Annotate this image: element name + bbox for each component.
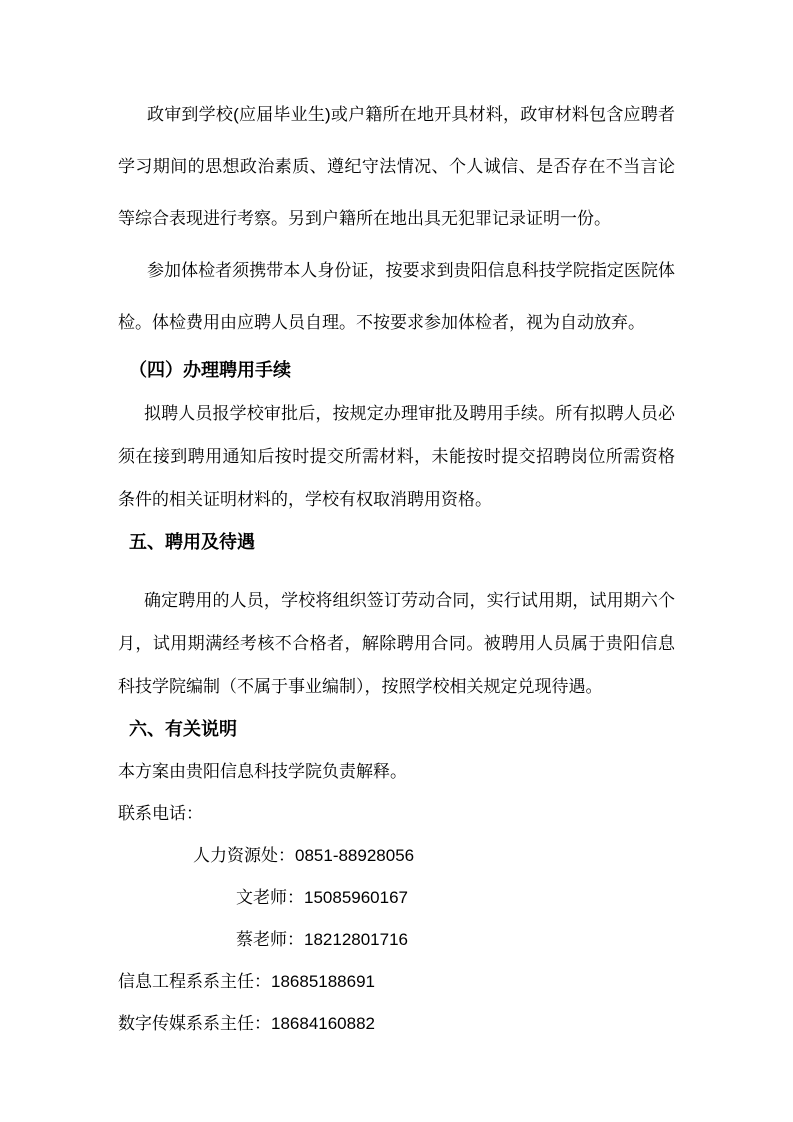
paragraph-political-review: 政审到学校(应届毕业生)或户籍所在地开具材料，政审材料包含应聘者学习期间的思想政治素质、遵纪守法情况、个人诚信、是否存在不当言论等综合表现进行考察。另到户籍所在地出具无犯罪记录证明一份。 <box>118 105 675 228</box>
paragraph-medical-exam: 参加体检者须携带本人身份证，按要求到贵阳信息科技学院指定医院体检。体检费用由应聘人员自理。不按要求参加体检者，视为自动放弃。 <box>118 261 675 332</box>
interpretation-note: 本方案由贵阳信息科技学院负责解释。 <box>118 762 407 781</box>
heading-section5-employment-treatment: 五、聘用及待遇 <box>129 532 255 552</box>
contact-phone-label: 联系电话： <box>118 804 203 823</box>
heading-section4-hiring-formalities: （四）办理聘用手续 <box>129 360 291 380</box>
paragraph-hiring-procedure: 拟聘人员报学校审批后，按规定办理审批及聘用手续。所有拟聘人员必须在接到聘用通知后按时提交所需材料，未能按时提交招聘岗位所需资格条件的相关证明材料的，学校有权取消聘用资格。 <box>118 404 675 509</box>
document-content <box>118 89 675 1045</box>
heading-section6-notes: 六、有关说明 <box>129 719 237 739</box>
paragraph-employment-treatment: 确定聘用的人员，学校将组织签订劳动合同，实行试用期，试用期六个月，试用期满经考核不合格者，解除聘用合同。被聘用人员属于贵阳信息科技学院编制（不属于事业编制），按照学校相关规定兑现待遇。 <box>118 591 675 696</box>
contact-line-teacher-wen: 文老师：15085960167 <box>236 888 409 907</box>
contact-line-info-engineering-head: 信息工程系系主任：18685188691 <box>118 972 376 991</box>
contact-line-teacher-cai: 蔡老师：18212801716 <box>236 930 409 949</box>
contact-line-hr-office: 人力资源处：0851-88928056 <box>193 846 415 865</box>
contact-line-digital-media-head: 数字传媒系系主任：18684160882 <box>118 1014 376 1033</box>
